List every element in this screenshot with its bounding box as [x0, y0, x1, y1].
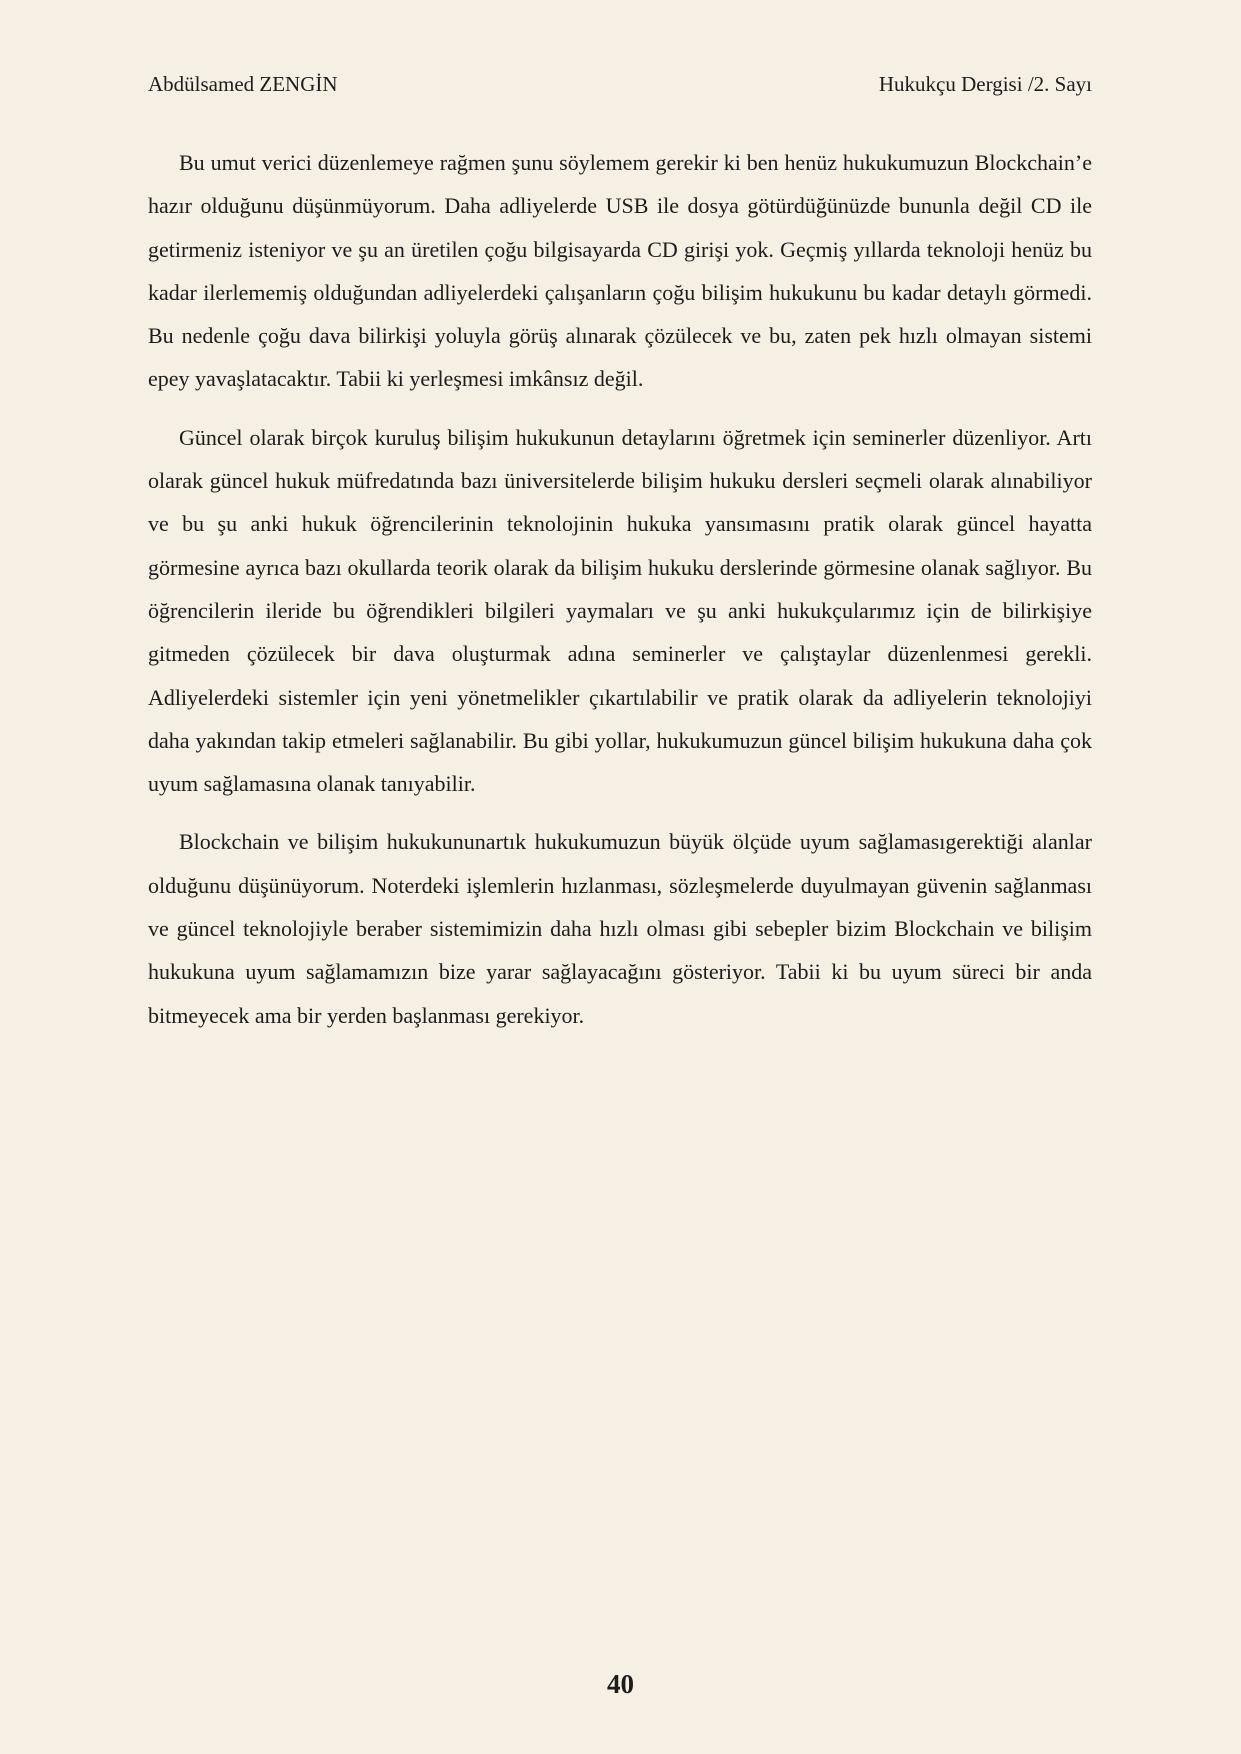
paragraph: Bu umut verici düzenlemeye rağmen şunu söylemem gerekir ki ben henüz hukukumuzun Blockchain’e hazır olduğunu düşünmüyorum. Daha adliyelerde USB ile dosya götürdüğünüzde bununla değil CD ile getirmeniz isteniyor ve şu an üretilen çoğu bilgisayarda CD girişi yok. Geçmiş yıllarda teknoloji henüz bu kadar ilerlememiş olduğundan adliyelerdeki çalışanların çoğu bilişim hukukunu bu kadar detaylı görmedi. Bu nedenle çoğu dava bilirkişi yoluyla görüş alınarak çözülecek ve bu, zaten pek hızlı olmayan sistemi epey yavaşlatacaktır. Tabii ki yerleşmesi imkânsız değil.: [148, 150, 1092, 392]
page-number: 40: [607, 1669, 634, 1699]
header-journal-title: Hukukçu Dergisi /2. Sayı: [878, 72, 1092, 96]
paragraph: Güncel olarak birçok kuruluş bilişim hukukunun detaylarını öğretmek için seminerler düzenliyor. Artı olarak güncel hukuk müfredatında bazı üniversitelerde bilişim hukuku dersleri seçmeli olarak alınabiliyor ve bu şu anki hukuk öğrencilerinin teknolojinin hukuka yansımasını pratik olarak güncel hayatta görmesine ayrıca bazı okullarda teorik olarak da bilişim hukuku derslerinde görmesine olanak sağlıyor. Bu öğrencilerin ileride bu öğrendikleri bilgileri yaymaları ve şu anki hukukçularımız için de bilirkişiye gitmeden çözülecek bir dava oluşturmak adına seminerler ve çalıştaylar düzenlenmesi gerekli. Adliyelerdeki sistemler için yeni yönetmelikler çıkartılabilir ve pratik olarak da adliyelerin teknolojiyi daha yakından takip etmeleri sağlanabilir. Bu gibi yollar, hukukumuzun güncel bilişim hukukuna daha çok uyum sağlamasına olanak tanıyabilir.: [148, 424, 1092, 797]
article-body: [148, 141, 1092, 1052]
paragraph: Blockchain ve bilişim hukukununartık hukukumuzun büyük ölçüde uyum sağlamasıgerektiği alanlar olduğunu düşünüyorum. Noterdeki işlemlerin hızlanması, sözleşmelerde duyulmayan güvenin sağlanması ve güncel teknolojiyle beraber sistemimizin daha hızlı olması gibi sebepler bizim Blockchain ve bilişim hukukuna uyum sağlamamızın bize yarar sağlayacağını gösteriyor. Tabii ki bu uyum süreci bir anda bitmeyecek ama bir yerden başlanması gerekiyor.: [148, 829, 1092, 1028]
header-author: Abdülsamed ZENGİN: [148, 72, 338, 96]
page-header: [148, 72, 1092, 102]
